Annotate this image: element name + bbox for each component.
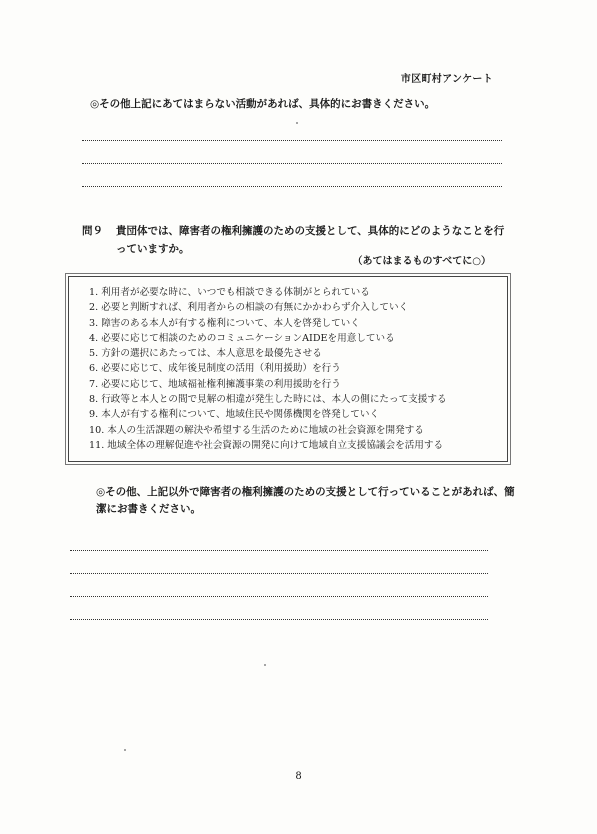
option-item[interactable]: 9. 本人が有する権利について、地域住民や関係機関を啓発していく bbox=[89, 409, 380, 421]
question-instruction: （あてはまるものすべてに○） bbox=[352, 256, 491, 267]
option-item[interactable]: 10. 本人の生活課題の解決や希望する生活のために地域の社会資源を開発する bbox=[89, 424, 424, 436]
option-item[interactable]: 5. 方針の選択にあたっては、本人意思を最優先させる bbox=[89, 348, 322, 360]
scan-speck bbox=[124, 749, 126, 751]
options-list bbox=[69, 277, 507, 453]
option-item[interactable]: 1. 利用者が必要な時に、いつでも相談できる体制がとられている bbox=[89, 287, 370, 298]
option-item[interactable]: 2. 必要と判断すれば、利用者からの相談の有無にかかわらず介入していく bbox=[89, 302, 409, 314]
answer-line-1[interactable] bbox=[82, 140, 502, 141]
question-number: 問９ bbox=[82, 225, 103, 237]
option-item[interactable]: 3. 障害のある本人が有する権利について、本人を啓発していく bbox=[89, 317, 360, 329]
page-number: 8 bbox=[295, 771, 302, 782]
other-activities-prompt: ◎その他上記にあてはまらない活動があれば、具体的にお書きください。 bbox=[90, 98, 436, 110]
option-item[interactable]: 6. 必要に応じて、成年後見制度の活用（利用援助）を行う bbox=[89, 363, 341, 375]
answer-line-2[interactable] bbox=[82, 163, 502, 164]
answer-line-4[interactable] bbox=[70, 550, 488, 551]
answer-line-3[interactable] bbox=[82, 186, 502, 187]
answer-line-6[interactable] bbox=[70, 596, 488, 597]
option-item[interactable]: 4. 必要に応じて相談のためのコミュニケーションAIDEを用意している bbox=[89, 332, 395, 344]
survey-header-tag: 市区町村アンケート bbox=[400, 74, 493, 85]
scan-speck bbox=[264, 664, 266, 666]
option-item[interactable]: 7. 必要に応じて、地域福祉権利擁護事業の利用援助を行う bbox=[89, 378, 341, 390]
question-text: 貴団体では、障害者の権利擁護のための支援として、具体的にどのようなことを行っていますか。 bbox=[116, 225, 505, 255]
option-item[interactable]: 8. 行政等と本人との間で見解の相違が発生した時には、本人の側にたって支援する bbox=[89, 394, 447, 406]
answer-line-5[interactable] bbox=[70, 573, 488, 574]
scan-speck bbox=[296, 122, 298, 124]
other-support-prompt: ◎その他、上記以外で障害者の権利擁護のための支援として行っていることがあれば、簡潔にお書きください。 bbox=[96, 486, 515, 515]
options-box bbox=[68, 276, 508, 462]
option-item[interactable]: 11. 地域全体の理解促進や社会資源の開発に向けて地域自立支援協議会を活用する bbox=[89, 439, 444, 451]
answer-line-7[interactable] bbox=[70, 619, 488, 620]
